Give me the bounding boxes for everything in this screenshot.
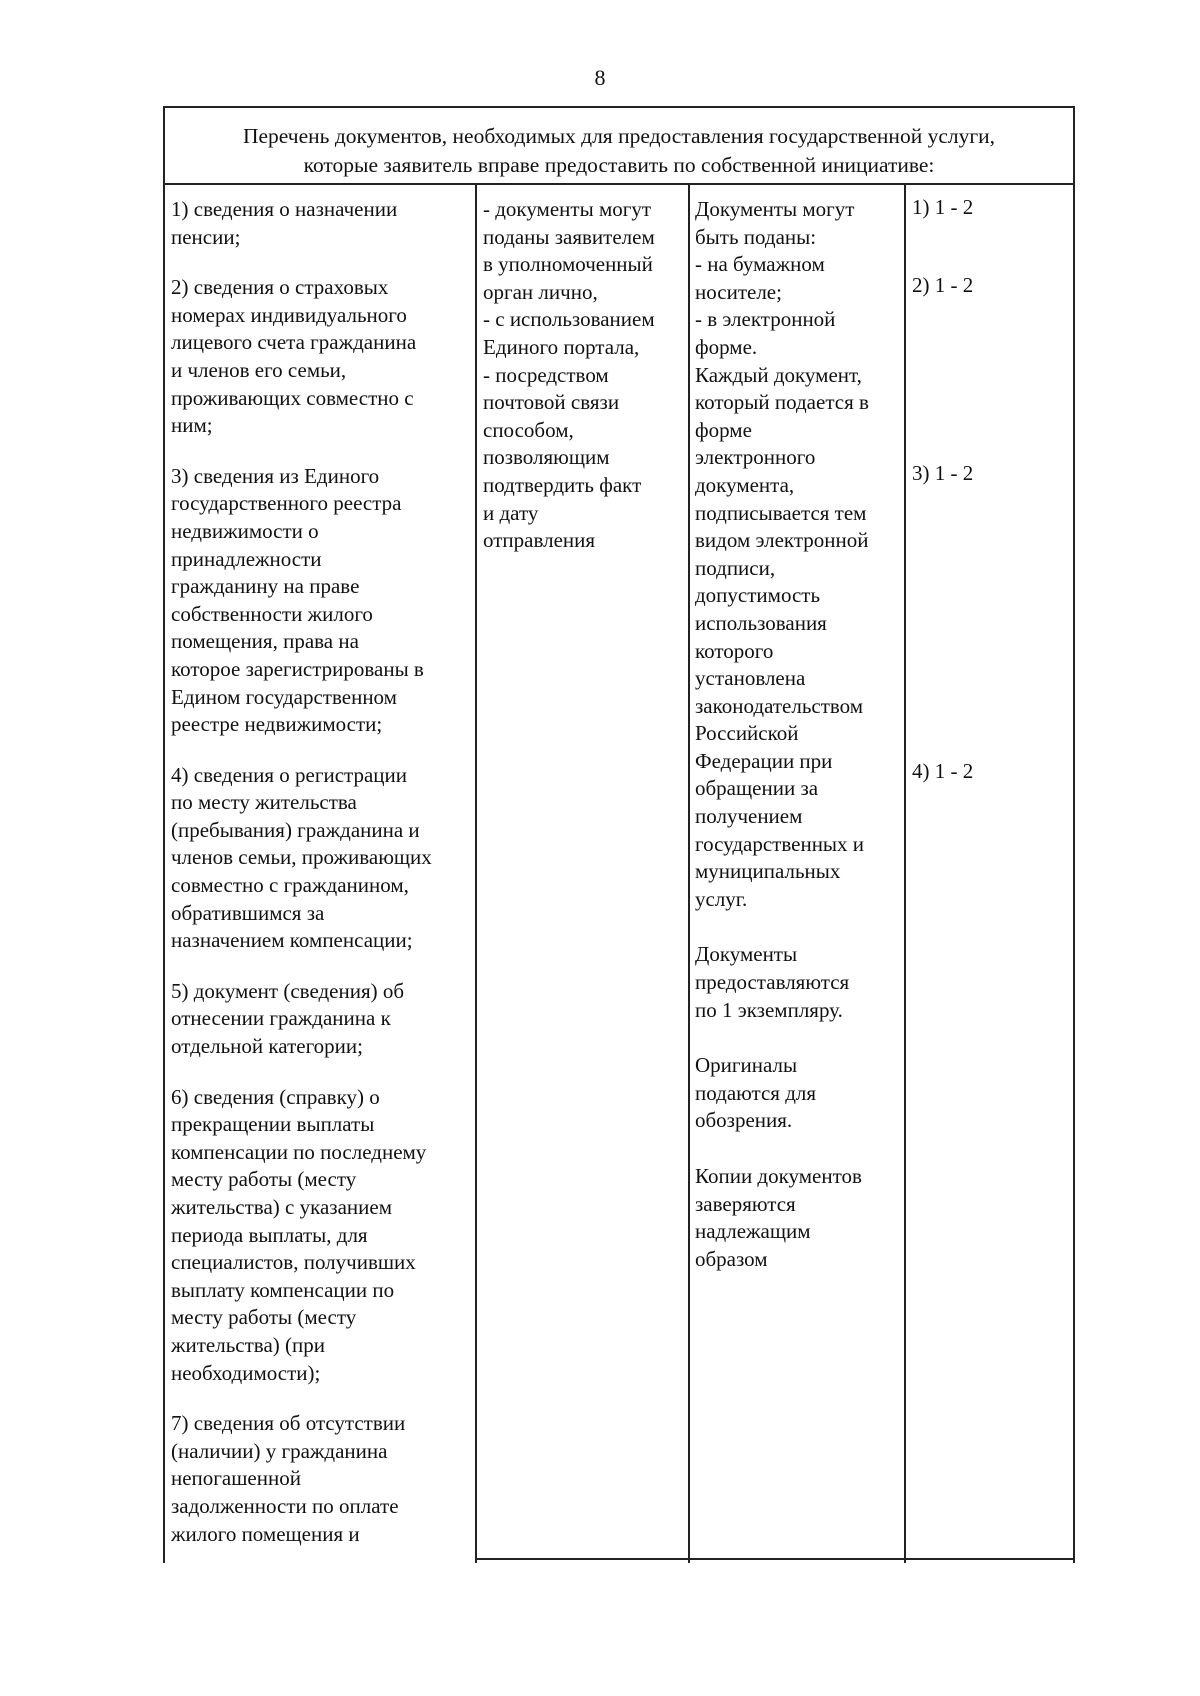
- requirement-line: электронного: [695, 445, 816, 470]
- requirements-paragraph: [695, 941, 903, 1024]
- column-divider: [688, 185, 690, 1563]
- submission-methods-column: [483, 196, 687, 555]
- requirement-line: Копии документов: [695, 1164, 862, 1188]
- requirement-line: обозрения.: [695, 1108, 793, 1133]
- requirements-paragraph: [695, 196, 903, 913]
- document-line: месту работы (месту: [171, 1167, 357, 1192]
- requirement-line: законодательством: [695, 693, 864, 718]
- submission-method-line: позволяющим: [483, 445, 610, 470]
- submission-method-line: поданы заявителем: [483, 224, 655, 249]
- document-line: номерах индивидуального: [171, 302, 407, 327]
- document-line: совместно с гражданином,: [171, 873, 409, 898]
- document-line: периода выплаты, для: [171, 1222, 368, 1247]
- documents-column: [171, 196, 473, 1571]
- requirement-line: заверяются: [695, 1191, 796, 1216]
- document-line: специалистов, получивших: [171, 1250, 416, 1275]
- requirement-line: по 1 экземпляру.: [695, 997, 843, 1022]
- term-label: 1) 1 - 2: [912, 195, 974, 219]
- document-line: отдельной категории;: [171, 1034, 363, 1059]
- document-line: жилого помещения и: [171, 1521, 360, 1546]
- document-line: 6) сведения (справку) о: [171, 1084, 380, 1109]
- document-item: [171, 196, 473, 251]
- requirement-line: предоставляются: [695, 970, 850, 995]
- document-line: недвижимости о: [171, 518, 319, 543]
- document-line: лицевого счета гражданина: [171, 330, 417, 355]
- document-line: жительства) (при: [171, 1332, 325, 1357]
- document-line: и членов его семьи,: [171, 357, 347, 382]
- requirement-line: услуг.: [695, 886, 748, 911]
- requirement-line: установлена: [695, 666, 806, 691]
- document-item: [171, 1410, 473, 1548]
- term-label: 3) 1 - 2: [912, 461, 974, 485]
- table-bottom-border: [475, 1558, 1074, 1560]
- requirement-line: Документы: [695, 942, 798, 967]
- requirement-line: - на бумажном: [695, 252, 825, 277]
- document-line: (наличии) у гражданина: [171, 1438, 388, 1463]
- requirements-paragraph: [695, 1052, 903, 1135]
- column-divider: [475, 185, 477, 1563]
- requirement-line: Федерации при: [695, 748, 833, 773]
- document-line: 4) сведения о регистрации: [171, 762, 408, 787]
- page-number: 8: [594, 65, 606, 90]
- submission-method-line: - посредством: [483, 362, 609, 387]
- document-line: членов семьи, проживающих: [171, 845, 432, 870]
- requirement-line: подписывается тем: [695, 500, 867, 525]
- document-item: [171, 762, 473, 955]
- requirement-line: Каждый документ,: [695, 362, 862, 387]
- document-line: 7) сведения об отсутствии: [171, 1411, 406, 1436]
- term-label: 2) 1 - 2: [912, 273, 974, 297]
- submission-method-line: - документы могут: [483, 197, 652, 221]
- requirement-line: государственных и: [695, 831, 865, 856]
- document-line: собственности жилого: [171, 601, 373, 626]
- requirement-line: Документы могут: [695, 197, 855, 221]
- document-line: отнесении гражданина к: [171, 1006, 391, 1031]
- document-line: выплату компенсации по: [171, 1277, 395, 1302]
- requirement-line: подписи,: [695, 555, 776, 580]
- document-line: обратившимся за: [171, 900, 325, 925]
- submission-method-line: отправления: [483, 528, 596, 553]
- table-left-border: [163, 106, 165, 1563]
- document-item: [171, 274, 473, 440]
- requirement-line: Оригиналы: [695, 1053, 798, 1078]
- term-label: 4) 1 - 2: [912, 759, 974, 783]
- document-line: 3) сведения из Единого: [171, 463, 380, 488]
- requirement-line: получением: [695, 804, 803, 829]
- requirements-paragraph: [695, 1163, 903, 1273]
- submission-method-line: в уполномоченный: [483, 252, 653, 277]
- document-line: прекращении выплаты: [171, 1112, 375, 1137]
- table-header-line: которые заявитель вправе предоставить по собственной инициативе:: [303, 153, 935, 177]
- requirement-line: документа,: [695, 472, 795, 497]
- document-line: (пребывания) гражданина и: [171, 817, 420, 842]
- document-line: Едином государственном: [171, 684, 397, 709]
- document-line: непогашенной: [171, 1466, 301, 1491]
- requirement-line: образом: [695, 1246, 768, 1271]
- requirement-line: форме: [695, 417, 752, 442]
- document-item: [171, 978, 473, 1061]
- submission-method-line: орган лично,: [483, 279, 598, 304]
- table-right-border: [1073, 106, 1075, 1563]
- document-line: принадлежности: [171, 546, 322, 571]
- requirements-column: [695, 196, 903, 1301]
- requirement-line: которого: [695, 638, 774, 663]
- document-line: проживающих совместно с: [171, 385, 414, 410]
- document-line: помещения, права на: [171, 629, 359, 654]
- column-divider: [904, 185, 906, 1563]
- header-divider: [164, 183, 1074, 185]
- document-line: по месту жительства: [171, 790, 357, 815]
- requirement-line: который подается в: [695, 390, 869, 415]
- document-line: которое зарегистрированы в: [171, 656, 424, 681]
- requirement-line: носителе;: [695, 279, 782, 304]
- document-line: 1) сведения о назначении: [171, 197, 398, 221]
- requirement-line: муниципальных: [695, 859, 841, 884]
- document-line: назначением компенсации;: [171, 928, 413, 953]
- document-line: 5) документ (сведения) об: [171, 978, 405, 1003]
- requirement-line: использования: [695, 610, 827, 635]
- requirement-line: видом электронной: [695, 528, 869, 553]
- table-top-border: [164, 106, 1074, 108]
- submission-method-line: - с использованием: [483, 307, 655, 332]
- document-item: [171, 463, 473, 739]
- requirement-line: Российской: [695, 721, 799, 746]
- submission-method-line: подтвердить факт: [483, 472, 642, 497]
- document-line: компенсации по последнему: [171, 1139, 427, 1164]
- requirement-line: обращении за: [695, 776, 819, 801]
- requirement-line: надлежащим: [695, 1219, 811, 1244]
- requirement-line: быть поданы:: [695, 224, 817, 249]
- requirement-line: форме.: [695, 334, 758, 359]
- submission-method-line: и дату: [483, 500, 539, 525]
- requirement-line: подаются для: [695, 1080, 817, 1105]
- document-item: [171, 1084, 473, 1388]
- submission-method-line: Единого портала,: [483, 334, 640, 359]
- document-line: необходимости);: [171, 1360, 321, 1385]
- table-header: [164, 122, 1074, 180]
- requirement-line: - в электронной: [695, 307, 836, 332]
- document-line: пенсии;: [171, 224, 241, 249]
- document-line: задолженности по оплате: [171, 1493, 399, 1518]
- document-line: гражданину на праве: [171, 574, 360, 599]
- document-line: 2) сведения о страховых: [171, 275, 389, 300]
- requirement-line: допустимость: [695, 583, 821, 608]
- document-line: реестре недвижимости;: [171, 712, 383, 737]
- document-line: государственного реестра: [171, 491, 402, 516]
- document-line: ним;: [171, 413, 213, 438]
- document-line: месту работы (месту: [171, 1305, 357, 1330]
- submission-method-line: почтовой связи: [483, 390, 620, 415]
- table-header-line: Перечень документов, необходимых для предоставления государственной услуги,: [242, 124, 996, 148]
- submission-method-line: способом,: [483, 417, 574, 442]
- document-line: жительства) с указанием: [171, 1195, 392, 1219]
